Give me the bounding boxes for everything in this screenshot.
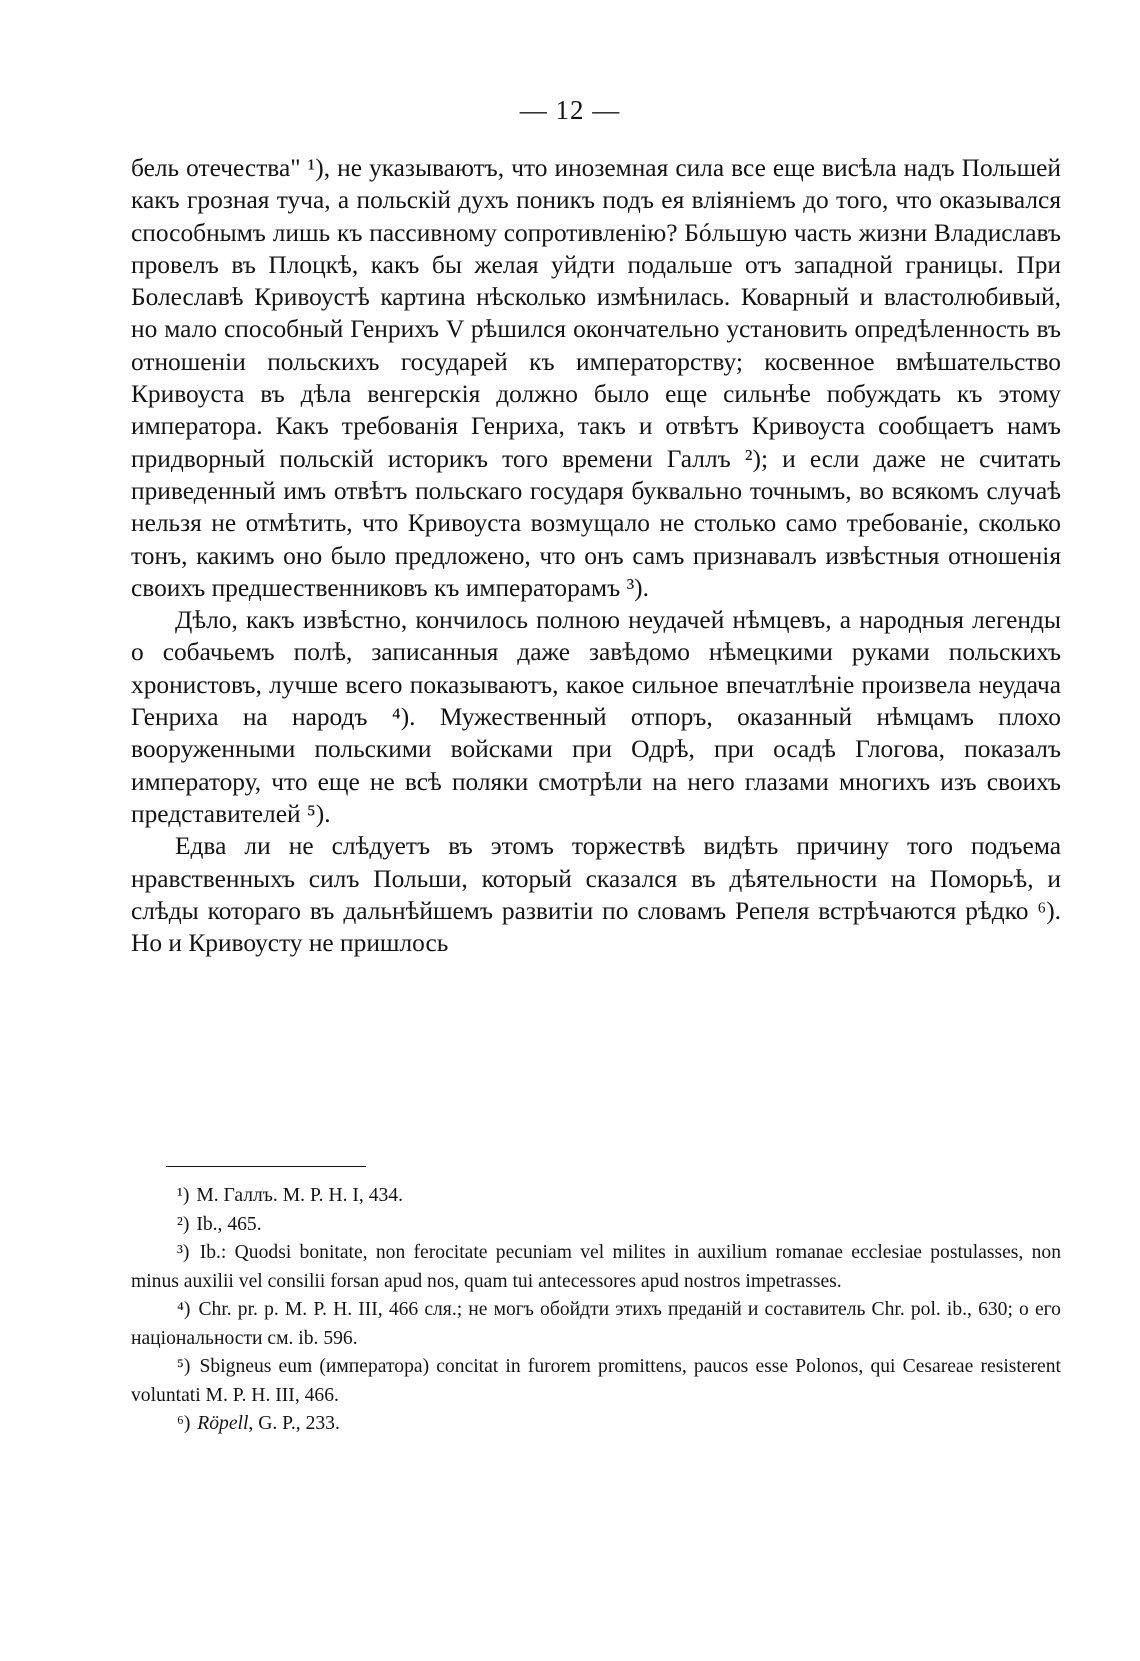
footnote-mark: ⁴) — [177, 1299, 191, 1320]
footnote-text: Chr. pr. p. M. P. H. III, 466 сля.; не могъ обойдти этихъ преданій и составитель Chr. pol. ib., 630; о его національности см. ib. 596. — [131, 1299, 1061, 1349]
paragraph-1: бель отечества" ¹), не указываютъ, что иноземная сила все еще висѣла надъ Польшей какъ грозная туча, а польскій духъ поникъ подъ ея вліяніемъ до того, что оказывался способнымъ лишь къ пассивному сопротивленію? Бóльшую часть жизни Владиславъ провелъ въ Плоцкѣ, какъ бы желая уйдти подальше отъ западной границы. При Болеславѣ Кривоустѣ картина нѣсколько измѣнилась. Коварный и властолюбивый, но мало способный Генрихъ V рѣшился окончательно установить опредѣленность въ отношеніи польскихъ государей къ императорству; косвенное вмѣшательство Кривоуста въ дѣла венгерскія должно было еще сильнѣе побуждать къ этому императора. Какъ требованія Генриха, такъ и отвѣтъ Кривоуста сообщаетъ намъ придворный польскій историкъ того времени Галлъ ²); и если даже не считать приведенный имъ отвѣтъ польскаго государя буквально точнымъ, во всякомъ случаѣ нельзя не отмѣтить, что Кривоуста возмущало не столько само требованіе, сколько тонъ, какимъ оно было предложено, что онъ самъ признавалъ извѣстныя отношенія своихъ предшественниковъ къ императорамъ ³). — [131, 154, 1061, 602]
footnote-mark: ²) — [177, 1213, 190, 1235]
footnote-2 — [131, 1211, 1061, 1240]
footnote-6 — [131, 1410, 1061, 1439]
footnote-mark: ⁵) — [177, 1356, 191, 1377]
main-text — [131, 152, 1061, 959]
page-number: — 12 — — [519, 95, 621, 125]
footnote-4 — [131, 1296, 1061, 1353]
footnote-1 — [131, 1182, 1061, 1211]
footnote-mark: ⁶) — [177, 1413, 191, 1434]
footnote-separator — [166, 1166, 366, 1167]
footnote-mark: ¹) — [177, 1185, 190, 1206]
footnote-text: Ib., 465. — [196, 1213, 262, 1235]
footnote-text: M. Галлъ. M. P. H. I, 434. — [196, 1185, 404, 1206]
paragraph-3: Едва ли не слѣдуетъ въ этомъ торжествѣ видѣть причину того подъема нравственныхъ силъ Польши, который сказался въ дѣятельности на Поморьѣ, и слѣды котораго въ дальнѣйшемъ развитіи по словамъ Репеля встрѣчаются рѣдко ⁶). Но и Кривоусту не пришлось — [131, 832, 1061, 958]
footnote-5 — [131, 1353, 1061, 1410]
paragraph-2: Дѣло, какъ извѣстно, кончилось полною неудачей нѣмцевъ, а народныя легенды о собачьемъ полѣ, записанныя даже завѣдомо нѣмецкими руками польскихъ хронистовъ, лучше всего показываютъ, какое сильное впечатлѣніе произвела неудача Генриха на народъ ⁴). Мужественный отпоръ, оказанный нѣмцамъ плохо вооруженными польскими войсками при Одрѣ, при осадѣ Глогова, показалъ императору, что еще не всѣ поляки смотрѣли на него глазами многихъ изъ своихъ представителей ⁵). — [131, 606, 1061, 828]
footnotes — [131, 1182, 1061, 1439]
footnote-author: Röpell — [197, 1413, 249, 1434]
footnote-text: Sbigneus eum (императора) concitat in furorem promittens, paucos esse Polonos, qui Cesareae resisterent voluntati M. P. H. III, 466. — [131, 1356, 1061, 1406]
footnote-text: , G. P., 233. — [248, 1413, 340, 1434]
footnote-text: Ib.: Quodsi bonitate, non ferocitate pecuniam vel milites in auxilium romanae ecclesiae postulasses, non minus auxilii vel consilii forsan apud nos, quam tui antecessores apud nostros impetrasses. — [131, 1242, 1062, 1292]
footnote-3 — [131, 1239, 1061, 1296]
footnote-mark: ³) — [177, 1242, 190, 1263]
